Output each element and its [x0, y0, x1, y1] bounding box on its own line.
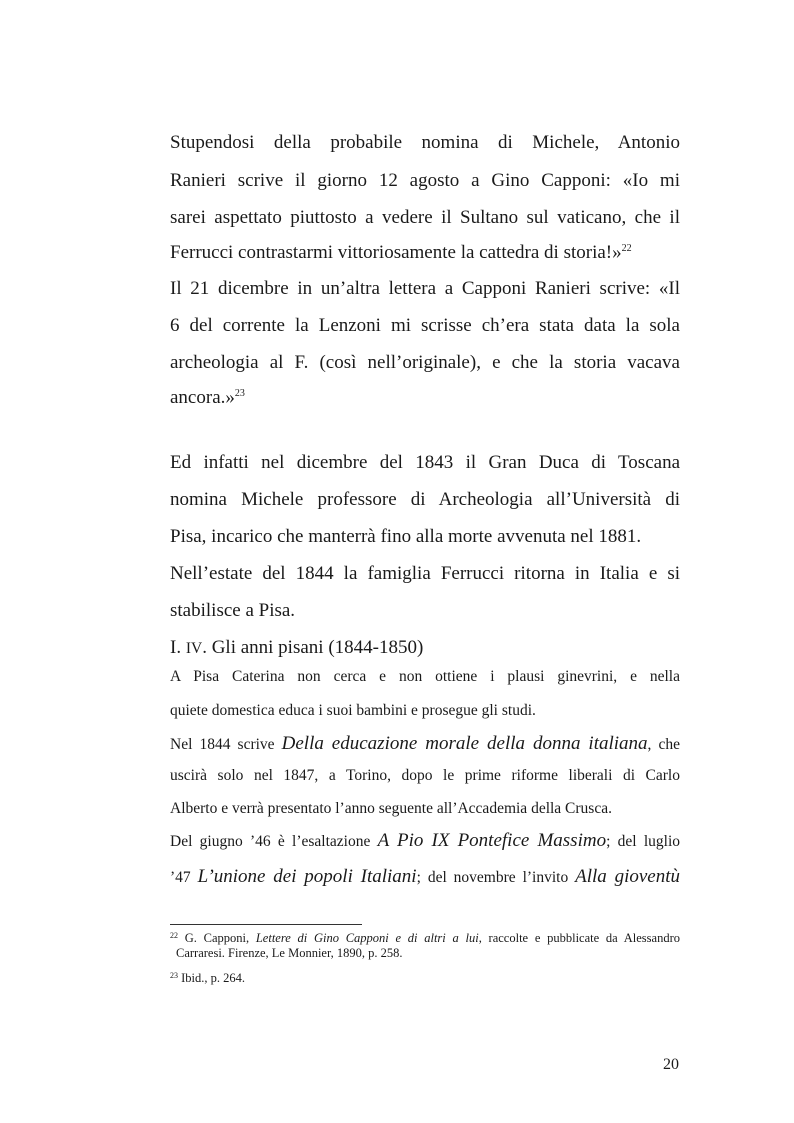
- heading-text: . Gli anni pisani (1844-1850): [202, 637, 424, 658]
- body-text-line: Ranieri scrive il giorno 12 agosto a Gino Capponi: «Io mi: [170, 170, 680, 191]
- footnote-number: 22: [170, 931, 178, 940]
- body-text-fragment: , che: [647, 736, 681, 753]
- body-text-fragment: ancora.»: [170, 387, 235, 408]
- heading-roman: IV: [185, 640, 203, 657]
- footnote-title: Lettere di Gino Capponi e di altri a lui: [255, 931, 479, 945]
- body-text-fragment: ’47: [170, 869, 198, 886]
- footnote-text: , raccolte e pubblicate da Alessandro: [478, 931, 680, 945]
- body-text-line: 6 del corrente la Lenzoni mi scrisse ch’era stata data la sola: [170, 315, 680, 336]
- body-text-line: Alberto e verrà presentato l’anno seguente all’Accademia della Crusca.: [170, 800, 612, 817]
- work-title: L’unione dei popoli Italiani: [197, 866, 417, 887]
- footnote-ref: 23: [234, 388, 245, 399]
- body-text-fragment: ; del luglio: [606, 833, 681, 850]
- footnote-line: Carraresi. Firenze, Le Monnier, 1890, p. 258.: [176, 946, 403, 960]
- body-text-line: [170, 830, 680, 852]
- work-title: A Pio IX Pontefice Massimo: [377, 830, 607, 851]
- footnote: [170, 971, 680, 986]
- footnote-text: G. Capponi,: [178, 931, 256, 945]
- body-text-line: Il 21 dicembre in un’altra lettera a Capponi Ranieri scrive: «Il: [170, 278, 680, 299]
- body-text-fragment: Del giugno ’46 è l’esaltazione: [170, 833, 378, 850]
- body-text-fragment: Nel 1844 scrive: [170, 736, 282, 753]
- body-text-line: uscirà solo nel 1847, a Torino, dopo le prime riforme liberali di Carlo: [170, 767, 680, 784]
- footnote-separator: [170, 924, 362, 925]
- body-text-line: stabilisce a Pisa.: [170, 600, 296, 621]
- work-title: Della educazione morale della donna italiana: [281, 733, 648, 754]
- body-text-line: A Pisa Caterina non cerca e non ottiene i plausi ginevrini, e nella: [170, 668, 680, 685]
- body-text-line: [170, 733, 680, 755]
- body-text-line: sarei aspettato piuttosto a vedere il Sultano sul vaticano, che il: [170, 207, 680, 228]
- page-number: 20: [663, 1056, 679, 1073]
- body-text-line: quiete domestica educa i suoi bambini e prosegue gli studi.: [170, 702, 536, 719]
- body-text-line: Nell’estate del 1844 la famiglia Ferrucci ritorna in Italia e si: [170, 563, 680, 584]
- body-text-line: Stupendosi della probabile nomina di Michele, Antonio: [170, 132, 680, 153]
- body-text-line: Ed infatti nel dicembre del 1843 il Gran Duca di Toscana: [170, 452, 680, 473]
- work-title: Alla gioventù: [575, 866, 681, 887]
- body-text-line: archeologia al F. (così nell’originale), e che la storia vacava: [170, 352, 680, 373]
- footnote-text: Ibid., p. 264.: [178, 971, 246, 985]
- body-text-line: Pisa, incarico che manterrà fino alla morte avvenuta nel 1881.: [170, 526, 642, 547]
- body-text-fragment: ; del novembre l’invito: [416, 869, 576, 886]
- body-text-line: [170, 866, 680, 888]
- body-text-line: [170, 242, 680, 264]
- footnote: [170, 931, 680, 946]
- heading-prefix: I.: [170, 637, 186, 658]
- footnote-ref: 22: [621, 243, 632, 254]
- body-text-line: [170, 387, 680, 409]
- section-heading: [170, 637, 680, 659]
- body-text-fragment: Ferrucci contrastarmi vittoriosamente la cattedra di storia!»: [170, 242, 622, 263]
- footnote-number: 23: [170, 971, 178, 980]
- body-text-line: nomina Michele professore di Archeologia all’Università di: [170, 489, 680, 510]
